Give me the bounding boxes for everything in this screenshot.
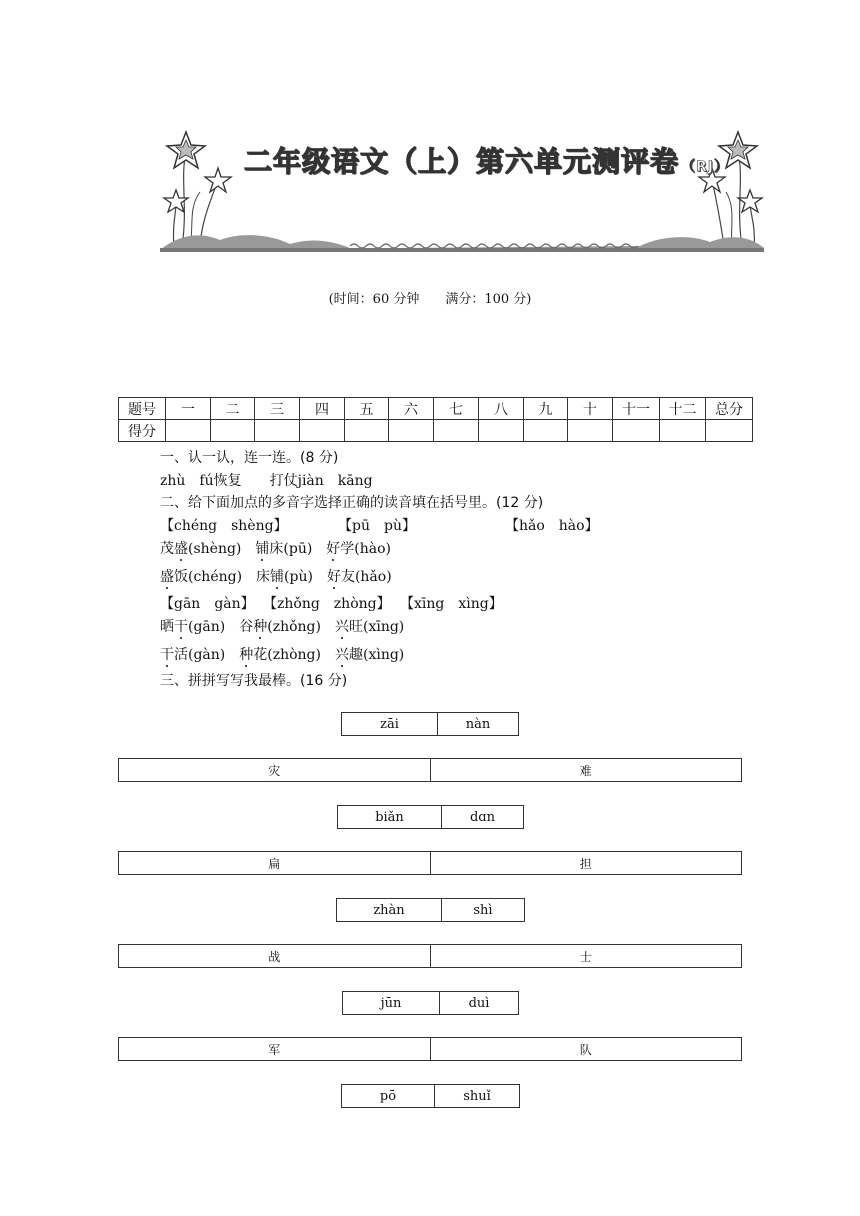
section2-group2-line1 xyxy=(160,616,418,636)
answer-cell: 难 xyxy=(430,759,742,781)
section1-line: zhù fú恢复 打仗jiàn kāng xyxy=(160,473,373,489)
section2-options-2a: 【gān gàn】 xyxy=(160,596,255,612)
word-suffix-reading: 饭(chéng) xyxy=(174,569,243,585)
score-cell xyxy=(166,420,211,442)
question-number-cell: 十 xyxy=(568,398,613,420)
polyphone-word xyxy=(255,541,312,557)
question-number-cell: 十一 xyxy=(613,398,660,420)
section1-heading: 一、认一认，连一连。(8 分) xyxy=(160,450,339,466)
exam-info: (时间：60 分钟 满分：100 分) xyxy=(328,292,532,307)
answer-box xyxy=(118,851,742,875)
answer-box xyxy=(118,944,742,968)
score-cell xyxy=(568,420,613,442)
pinyin-cell: duì xyxy=(439,992,518,1014)
dotted-character: 兴 xyxy=(335,616,349,636)
word-suffix-reading: 友(hǎo) xyxy=(340,569,392,585)
title-suffix: （RJ） xyxy=(681,159,730,175)
polyphone-word xyxy=(239,647,321,663)
dotted-character: 好 xyxy=(326,538,340,558)
dotted-character: 盛 xyxy=(174,538,188,558)
word-suffix-reading: (zhǒng) xyxy=(267,619,321,635)
question-number-cell: 四 xyxy=(300,398,345,420)
polyphone-word xyxy=(160,569,242,585)
pinyin-cell: zāi xyxy=(380,716,399,732)
question-number-cell: 五 xyxy=(345,398,389,420)
answer-box xyxy=(118,1037,742,1061)
word-prefix: 床 xyxy=(256,569,271,585)
pinyin-cell: jūn xyxy=(380,995,402,1011)
question-number-cell: 九 xyxy=(524,398,568,420)
answer-cell: 军 xyxy=(268,1042,281,1057)
dotted-character: 兴 xyxy=(335,644,349,664)
pinyin-cell: biǎn xyxy=(375,809,404,825)
score-cell xyxy=(479,420,524,442)
word-prefix: 茂 xyxy=(160,541,174,557)
word-suffix-reading: (pù) xyxy=(284,569,313,585)
polyphone-word xyxy=(256,569,313,585)
score-table xyxy=(118,397,753,442)
section2-options-2b: 【zhǒng zhòng】 xyxy=(263,596,391,612)
pinyin-box xyxy=(337,805,524,829)
score-cell xyxy=(389,420,434,442)
polyphone-word xyxy=(327,569,392,585)
word-suffix-reading: 趣(xìng) xyxy=(348,647,405,663)
answer-box xyxy=(118,758,742,782)
score-header-row xyxy=(119,398,753,420)
section2-group1-line2 xyxy=(160,566,406,586)
polyphone-word xyxy=(239,619,321,635)
pinyin-cell: nàn xyxy=(437,713,518,735)
question-number-cell: 六 xyxy=(389,398,434,420)
question-number-cell: 一 xyxy=(166,398,211,420)
score-row xyxy=(119,420,753,442)
score-cell xyxy=(613,420,660,442)
polyphone-word xyxy=(160,619,225,635)
section2-heading: 二、给下面加点的多音字选择正确的读音填在括号里。(12 分) xyxy=(160,495,544,511)
pinyin-cell: pō xyxy=(379,1088,397,1104)
dotted-character: 好 xyxy=(327,566,341,586)
dotted-character: 干 xyxy=(160,644,174,664)
polyphone-word xyxy=(335,647,404,663)
section2-options-1c: 【hǎo hào】 xyxy=(505,518,599,534)
word-suffix-reading: 床(pū) xyxy=(269,541,313,557)
word-prefix: 晒 xyxy=(160,619,174,635)
answer-cell: 队 xyxy=(430,1038,742,1060)
score-cell xyxy=(434,420,479,442)
answer-cell: 战 xyxy=(268,949,281,964)
polyphone-word xyxy=(335,619,404,635)
pinyin-cell: shì xyxy=(441,899,524,921)
dotted-character: 种 xyxy=(239,644,253,664)
score-cell xyxy=(255,420,300,442)
answer-cell: 扁 xyxy=(268,856,281,871)
question-number-cell: 八 xyxy=(479,398,524,420)
pinyin-cell: zhàn xyxy=(373,902,405,918)
word-prefix: 谷 xyxy=(239,619,254,635)
answer-cell: 灾 xyxy=(268,763,281,778)
score-cell xyxy=(524,420,568,442)
question-number-cell: 二 xyxy=(211,398,255,420)
section2-group2-line2 xyxy=(160,644,418,664)
word-suffix-reading: (shèng) xyxy=(188,541,242,557)
polyphone-word xyxy=(160,647,225,663)
dotted-character: 铺 xyxy=(255,538,269,558)
word-suffix-reading: 旺(xīng) xyxy=(348,619,405,635)
dotted-character: 干 xyxy=(174,616,188,636)
pinyin-cell: dɑn xyxy=(441,806,523,828)
section3-heading: 三、拼拼写写我最棒。(16 分) xyxy=(160,673,348,689)
page-title xyxy=(244,140,729,180)
word-suffix-reading: 花(zhòng) xyxy=(253,647,321,663)
question-number-cell: 三 xyxy=(255,398,300,420)
polyphone-word xyxy=(160,541,241,557)
score-cell xyxy=(660,420,706,442)
word-suffix-reading: 活(gàn) xyxy=(174,647,226,663)
score-cell xyxy=(211,420,255,442)
section2-group1-line1 xyxy=(160,538,405,558)
answer-cell: 担 xyxy=(430,852,742,874)
header-banner xyxy=(160,128,764,256)
score-label: 得分 xyxy=(119,420,166,442)
section2-options-1a: 【chéng shèng】 xyxy=(160,518,288,534)
pinyin-cell: shuǐ xyxy=(434,1085,519,1107)
question-number-cell: 总分 xyxy=(706,398,753,420)
question-number-cell: 七 xyxy=(434,398,479,420)
word-suffix-reading: (gān) xyxy=(188,619,226,635)
score-cell xyxy=(300,420,345,442)
word-suffix-reading: 学(hào) xyxy=(340,541,392,557)
pinyin-box xyxy=(341,1084,520,1108)
dotted-character: 盛 xyxy=(160,566,174,586)
title-text: 二年级语文（上）第六单元测评卷 xyxy=(244,145,680,178)
answer-cell: 士 xyxy=(430,945,742,967)
dotted-character: 种 xyxy=(253,616,267,636)
score-cell xyxy=(345,420,389,442)
question-number-label: 题号 xyxy=(119,398,166,420)
section2-options-2c: 【xīng xìng】 xyxy=(400,596,503,612)
section2-options-1b: 【pū pù】 xyxy=(338,518,416,534)
pinyin-box xyxy=(342,991,519,1015)
pinyin-box xyxy=(341,712,519,736)
question-number-cell: 十二 xyxy=(660,398,706,420)
pinyin-box xyxy=(336,898,525,922)
polyphone-word xyxy=(326,541,391,557)
score-cell xyxy=(706,420,753,442)
dotted-character: 铺 xyxy=(270,566,284,586)
